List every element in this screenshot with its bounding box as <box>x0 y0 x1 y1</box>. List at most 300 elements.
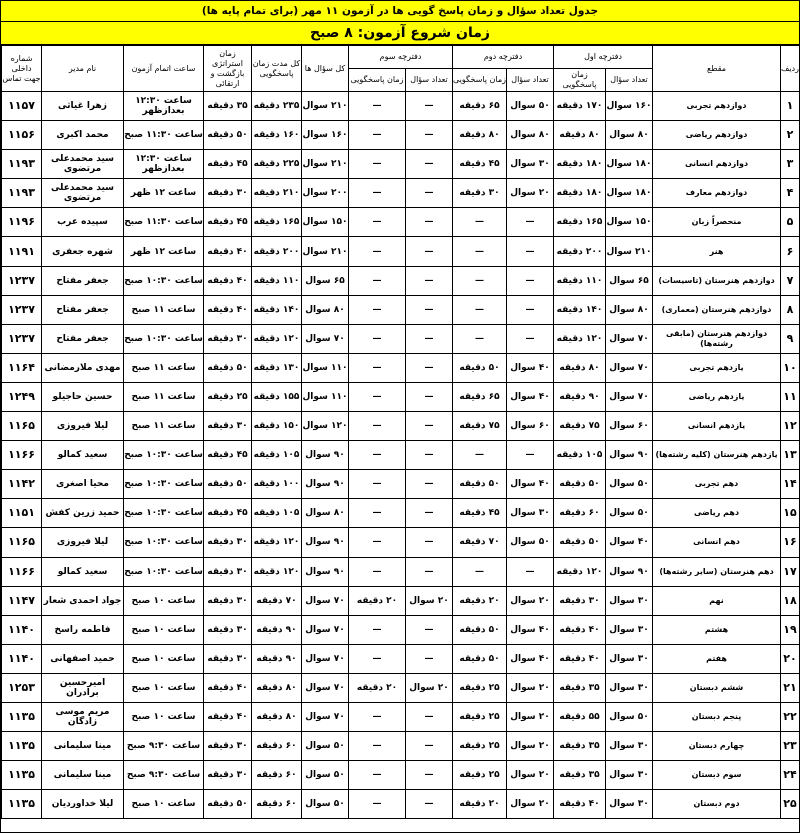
row-b2-count: — <box>507 295 554 324</box>
row-b1-time: ۸۰ دقیقه <box>554 353 606 382</box>
row-number: ۱۷ <box>781 557 800 586</box>
table-row <box>2 586 800 615</box>
row-number: ۱ <box>781 92 800 121</box>
row-total-time: ۱۴۰ دقیقه <box>252 295 302 324</box>
row-b3-count: — <box>406 92 453 121</box>
row-manager: سعید کمالو <box>42 557 124 586</box>
row-total-q: ۲۱۰ سوال <box>302 237 349 266</box>
table-row <box>2 150 800 179</box>
header-row-no: ردیف <box>781 46 800 92</box>
row-b3-count: — <box>406 557 453 586</box>
row-internal-no: ۱۱۹۳ <box>2 179 42 208</box>
row-b2-count: ۴۰ سوال <box>507 644 554 673</box>
row-b2-time: ۲۰ دقیقه <box>453 586 507 615</box>
row-end-time: ساعت ۱۰:۳۰ صبح <box>124 470 204 499</box>
row-b1-count: ۹۰ سوال <box>606 557 653 586</box>
row-total-time: ۱۲۰ دقیقه <box>252 557 302 586</box>
table-row <box>2 324 800 353</box>
header-internal-no: شماره داخلی جهت تماس <box>2 46 42 92</box>
row-total-time: ۸۰ دقیقه <box>252 673 302 702</box>
row-grade: دوازدهم هنرستان (تاسیسات) <box>653 266 781 295</box>
row-manager: امیرحسین برادران <box>42 673 124 702</box>
row-total-time: ۱۶۰ دقیقه <box>252 121 302 150</box>
row-internal-no: ۱۱۵۷ <box>2 92 42 121</box>
row-b1-count: ۵۰ سوال <box>606 499 653 528</box>
row-strategy-time: ۳۰ دقیقه <box>204 528 252 557</box>
row-b2-time: — <box>453 557 507 586</box>
row-end-time: ساعت ۱۱:۳۰ صبح <box>124 208 204 237</box>
row-b3-time: — <box>349 92 406 121</box>
row-total-q: ۵۰ سوال <box>302 761 349 790</box>
header-end-time: ساعت اتمام آزمون <box>124 46 204 92</box>
row-end-time: ساعت ۱۰:۳۰ صبح <box>124 528 204 557</box>
row-strategy-time: ۴۵ دقیقه <box>204 208 252 237</box>
header-grade: مقطع <box>653 46 781 92</box>
row-b3-time: — <box>349 790 406 819</box>
row-total-q: ۷۰ سوال <box>302 702 349 731</box>
row-b1-count: ۸۰ سوال <box>606 295 653 324</box>
row-total-q: ۹۰ سوال <box>302 528 349 557</box>
table-row <box>2 615 800 644</box>
row-number: ۷ <box>781 266 800 295</box>
row-b2-time: ۳۰ دقیقه <box>453 179 507 208</box>
row-internal-no: ۱۱۶۵ <box>2 528 42 557</box>
row-internal-no: ۱۲۳۷ <box>2 295 42 324</box>
row-end-time: ساعت ۱۲:۳۰ بعدازظهر <box>124 92 204 121</box>
row-b2-count: — <box>507 208 554 237</box>
table-title: جدول تعداد سؤال و زمان پاسخ گویی ها در آزمون ۱۱ مهر (برای تمام پایه ها) <box>1 1 799 22</box>
row-total-q: ۹۰ سوال <box>302 557 349 586</box>
row-total-time: ۶۰ دقیقه <box>252 761 302 790</box>
row-b2-time: ۵۰ دقیقه <box>453 615 507 644</box>
table-row <box>2 732 800 761</box>
row-b3-count: — <box>406 295 453 324</box>
row-b1-time: ۵۵ دقیقه <box>554 702 606 731</box>
row-end-time: ساعت ۱۰ صبح <box>124 615 204 644</box>
row-total-q: ۵۰ سوال <box>302 790 349 819</box>
row-b1-time: ۴۰ دقیقه <box>554 644 606 673</box>
row-grade: هنر <box>653 237 781 266</box>
row-b1-count: ۷۰ سوال <box>606 324 653 353</box>
row-total-time: ۱۰۵ دقیقه <box>252 441 302 470</box>
row-strategy-time: ۳۰ دقیقه <box>204 412 252 441</box>
row-number: ۲ <box>781 121 800 150</box>
row-b3-time: — <box>349 528 406 557</box>
row-total-q: ۷۰ سوال <box>302 673 349 702</box>
row-strategy-time: ۳۵ دقیقه <box>204 92 252 121</box>
row-b1-count: ۳۰ سوال <box>606 732 653 761</box>
table-row <box>2 121 800 150</box>
header-booklet2: دفترچه دوم <box>453 46 554 69</box>
row-b1-time: ۳۵ دقیقه <box>554 732 606 761</box>
table-row <box>2 761 800 790</box>
row-b3-time: — <box>349 121 406 150</box>
row-b3-time: — <box>349 644 406 673</box>
row-total-time: ۱۵۰ دقیقه <box>252 412 302 441</box>
table-row <box>2 673 800 702</box>
row-strategy-time: ۴۰ دقیقه <box>204 295 252 324</box>
row-grade: دوازدهم معارف <box>653 179 781 208</box>
row-number: ۲۲ <box>781 702 800 731</box>
row-end-time: ساعت ۱۱ صبح <box>124 353 204 382</box>
row-strategy-time: ۳۰ دقیقه <box>204 586 252 615</box>
row-strategy-time: ۳۰ دقیقه <box>204 644 252 673</box>
row-total-q: ۸۰ سوال <box>302 295 349 324</box>
row-b1-count: ۱۸۰ سوال <box>606 179 653 208</box>
row-b3-count: — <box>406 208 453 237</box>
row-b1-count: ۱۶۰ سوال <box>606 92 653 121</box>
row-number: ۲۱ <box>781 673 800 702</box>
row-total-time: ۶۰ دقیقه <box>252 790 302 819</box>
row-total-q: ۱۱۰ سوال <box>302 353 349 382</box>
row-b3-count: — <box>406 150 453 179</box>
row-b2-count: ۴۰ سوال <box>507 470 554 499</box>
table-row <box>2 353 800 382</box>
row-end-time: ساعت ۱۲ ظهر <box>124 237 204 266</box>
row-number: ۱۳ <box>781 441 800 470</box>
row-b2-time: ۵۰ دقیقه <box>453 470 507 499</box>
row-grade: دوازدهم انسانی <box>653 150 781 179</box>
row-b2-time: ۲۵ دقیقه <box>453 761 507 790</box>
row-manager: سعید کمالو <box>42 441 124 470</box>
row-total-time: ۲۰۰ دقیقه <box>252 237 302 266</box>
row-b1-count: ۳۰ سوال <box>606 790 653 819</box>
row-internal-no: ۱۱۳۵ <box>2 702 42 731</box>
row-number: ۸ <box>781 295 800 324</box>
row-b1-time: ۵۰ دقیقه <box>554 470 606 499</box>
row-b3-count: — <box>406 237 453 266</box>
row-b3-time: — <box>349 237 406 266</box>
row-b2-count: ۲۰ سوال <box>507 673 554 702</box>
row-number: ۵ <box>781 208 800 237</box>
row-b2-time: ۷۰ دقیقه <box>453 528 507 557</box>
row-b3-time: — <box>349 382 406 411</box>
row-strategy-time: ۴۰ دقیقه <box>204 673 252 702</box>
row-internal-no: ۱۱۶۴ <box>2 353 42 382</box>
row-manager: جعفر مفتاح <box>42 266 124 295</box>
row-b1-count: ۱۵۰ سوال <box>606 208 653 237</box>
row-total-q: ۹۰ سوال <box>302 470 349 499</box>
header-b3-count: تعداد سؤال <box>406 69 453 92</box>
row-b1-count: ۸۰ سوال <box>606 121 653 150</box>
row-b3-time: — <box>349 557 406 586</box>
row-b1-time: ۴۰ دقیقه <box>554 615 606 644</box>
row-total-time: ۷۰ دقیقه <box>252 586 302 615</box>
table-row <box>2 528 800 557</box>
table-row <box>2 499 800 528</box>
row-b2-time: ۴۵ دقیقه <box>453 499 507 528</box>
row-b3-count: ۲۰ سوال <box>406 673 453 702</box>
row-grade: سوم دبستان <box>653 761 781 790</box>
row-end-time: ساعت ۱۰:۳۰ صبح <box>124 324 204 353</box>
row-strategy-time: ۴۰ دقیقه <box>204 237 252 266</box>
row-b2-count: ۵۰ سوال <box>507 528 554 557</box>
row-b3-count: — <box>406 266 453 295</box>
row-manager: جواد احمدی شعار <box>42 586 124 615</box>
row-internal-no: ۱۱۹۱ <box>2 237 42 266</box>
row-b2-time: — <box>453 324 507 353</box>
row-manager: مینا سلیمانی <box>42 761 124 790</box>
row-number: ۲۵ <box>781 790 800 819</box>
row-end-time: ساعت ۱۰ صبح <box>124 586 204 615</box>
row-number: ۱۸ <box>781 586 800 615</box>
row-b1-count: ۳۰ سوال <box>606 615 653 644</box>
row-number: ۲۴ <box>781 761 800 790</box>
row-grade: دوازدهم هنرستان (مابقی رشته‌ها) <box>653 324 781 353</box>
table-row <box>2 237 800 266</box>
table-row <box>2 208 800 237</box>
row-internal-no: ۱۱۹۶ <box>2 208 42 237</box>
row-number: ۱۲ <box>781 412 800 441</box>
table-row <box>2 412 800 441</box>
row-b3-time: — <box>349 470 406 499</box>
row-number: ۱۹ <box>781 615 800 644</box>
row-b3-count: — <box>406 761 453 790</box>
row-b3-time: — <box>349 441 406 470</box>
row-b3-count: — <box>406 441 453 470</box>
header-total-q: کل سؤال ها <box>302 46 349 92</box>
row-strategy-time: ۴۵ دقیقه <box>204 499 252 528</box>
row-total-q: ۱۵۰ سوال <box>302 208 349 237</box>
header-b3-time: زمان پاسخگویی <box>349 69 406 92</box>
row-end-time: ساعت ۹:۳۰ صبح <box>124 732 204 761</box>
row-b3-time: — <box>349 499 406 528</box>
row-grade: هشتم <box>653 615 781 644</box>
row-strategy-time: ۳۰ دقیقه <box>204 179 252 208</box>
table-body <box>2 92 800 819</box>
row-total-time: ۹۰ دقیقه <box>252 644 302 673</box>
row-end-time: ساعت ۱۱ صبح <box>124 412 204 441</box>
row-end-time: ساعت ۱۲ ظهر <box>124 179 204 208</box>
row-b1-count: ۲۱۰ سوال <box>606 237 653 266</box>
row-internal-no: ۱۱۶۵ <box>2 412 42 441</box>
row-b1-count: ۳۰ سوال <box>606 673 653 702</box>
row-manager: حمید زرین کفش <box>42 499 124 528</box>
row-total-q: ۵۰ سوال <box>302 732 349 761</box>
row-manager: لیلا فیروزی <box>42 412 124 441</box>
row-strategy-time: ۳۰ دقیقه <box>204 615 252 644</box>
row-grade: دوازدهم ریاضی <box>653 121 781 150</box>
table-row <box>2 441 800 470</box>
row-b1-count: ۱۸۰ سوال <box>606 150 653 179</box>
row-b3-count: — <box>406 702 453 731</box>
row-total-time: ۹۰ دقیقه <box>252 615 302 644</box>
row-number: ۱۴ <box>781 470 800 499</box>
table-row <box>2 92 800 121</box>
row-end-time: ساعت ۱۰ صبح <box>124 702 204 731</box>
row-strategy-time: ۳۰ دقیقه <box>204 732 252 761</box>
table-row <box>2 295 800 324</box>
row-total-time: ۱۱۰ دقیقه <box>252 266 302 295</box>
row-internal-no: ۱۱۴۰ <box>2 644 42 673</box>
row-grade: دوازدهم تجربی <box>653 92 781 121</box>
row-internal-no: ۱۲۳۷ <box>2 324 42 353</box>
row-end-time: ساعت ۱۲:۳۰ بعدازظهر <box>124 150 204 179</box>
row-b3-time: — <box>349 208 406 237</box>
row-manager: حسین حاجیلو <box>42 382 124 411</box>
row-b2-time: ۷۵ دقیقه <box>453 412 507 441</box>
row-b1-time: ۴۰ دقیقه <box>554 790 606 819</box>
row-grade: چهارم دبستان <box>653 732 781 761</box>
row-strategy-time: ۴۵ دقیقه <box>204 441 252 470</box>
row-b2-time: ۲۵ دقیقه <box>453 673 507 702</box>
row-number: ۱۱ <box>781 382 800 411</box>
row-end-time: ساعت ۱۰:۳۰ صبح <box>124 266 204 295</box>
row-b1-count: ۵۰ سوال <box>606 470 653 499</box>
row-total-time: ۱۲۰ دقیقه <box>252 324 302 353</box>
exam-schedule-table <box>1 45 800 819</box>
row-grade: هفتم <box>653 644 781 673</box>
row-total-time: ۶۰ دقیقه <box>252 732 302 761</box>
row-grade: ششم دبستان <box>653 673 781 702</box>
header-total-time: کل مدت زمان پاسخگویی <box>252 46 302 92</box>
row-manager: محمد اکبری <box>42 121 124 150</box>
table-row <box>2 266 800 295</box>
row-b1-count: ۴۰ سوال <box>606 528 653 557</box>
row-b2-count: ۲۰ سوال <box>507 586 554 615</box>
row-end-time: ساعت ۱۰:۳۰ صبح <box>124 441 204 470</box>
row-b1-time: ۱۲۰ دقیقه <box>554 324 606 353</box>
row-b1-count: ۳۰ سوال <box>606 644 653 673</box>
row-end-time: ساعت ۱۰ صبح <box>124 644 204 673</box>
row-end-time: ساعت ۱۱ صبح <box>124 295 204 324</box>
row-b3-time: ۲۰ دقیقه <box>349 586 406 615</box>
row-grade: دهم انسانی <box>653 528 781 557</box>
row-b1-time: ۵۰ دقیقه <box>554 528 606 557</box>
row-internal-no: ۱۱۶۶ <box>2 441 42 470</box>
row-b3-time: — <box>349 324 406 353</box>
row-b1-time: ۱۲۰ دقیقه <box>554 557 606 586</box>
row-b3-count: — <box>406 615 453 644</box>
row-total-q: ۱۲۰ سوال <box>302 412 349 441</box>
row-grade: دوازدهم هنرستان (معماری) <box>653 295 781 324</box>
header-b1-time: زمان پاسخگویی <box>554 69 606 92</box>
row-b2-time: ۲۵ دقیقه <box>453 702 507 731</box>
row-internal-no: ۱۱۳۵ <box>2 732 42 761</box>
row-b2-time: ۶۵ دقیقه <box>453 382 507 411</box>
row-grade: پنجم دبستان <box>653 702 781 731</box>
row-manager: مینا سلیمانی <box>42 732 124 761</box>
row-b3-count: — <box>406 499 453 528</box>
row-b2-count: ۳۰ سوال <box>507 150 554 179</box>
row-end-time: ساعت ۱۱:۳۰ صبح <box>124 121 204 150</box>
row-b2-count: ۲۰ سوال <box>507 790 554 819</box>
row-b1-count: ۳۰ سوال <box>606 761 653 790</box>
row-b2-count: — <box>507 324 554 353</box>
row-b3-count: — <box>406 382 453 411</box>
row-b2-time: ۲۰ دقیقه <box>453 790 507 819</box>
row-b2-count: ۸۰ سوال <box>507 121 554 150</box>
row-number: ۳ <box>781 150 800 179</box>
row-total-q: ۱۶۰ سوال <box>302 121 349 150</box>
header-b1-count: تعداد سؤال <box>606 69 653 92</box>
row-total-time: ۱۳۰ دقیقه <box>252 353 302 382</box>
row-manager: جعفر مفتاح <box>42 324 124 353</box>
row-grade: یازدهم هنرستان (کلیه رشته‌ها) <box>653 441 781 470</box>
row-b3-count: — <box>406 353 453 382</box>
row-b3-time: — <box>349 412 406 441</box>
row-manager: لیلا فیروزی <box>42 528 124 557</box>
header-booklet1: دفترچه اول <box>554 46 653 69</box>
row-b1-time: ۱۱۰ دقیقه <box>554 266 606 295</box>
row-number: ۲۰ <box>781 644 800 673</box>
row-b2-count: ۴۰ سوال <box>507 353 554 382</box>
row-b2-time: ۴۵ دقیقه <box>453 150 507 179</box>
row-b1-count: ۳۰ سوال <box>606 586 653 615</box>
row-total-time: ۲۱۰ دقیقه <box>252 179 302 208</box>
header-booklet3: دفترچه سوم <box>349 46 453 69</box>
header-b2-count: تعداد سؤال <box>507 69 554 92</box>
row-b1-time: ۱۷۰ دقیقه <box>554 92 606 121</box>
row-b2-time: — <box>453 237 507 266</box>
row-b1-time: ۳۵ دقیقه <box>554 673 606 702</box>
row-internal-no: ۱۱۹۳ <box>2 150 42 179</box>
header-b2-time: زمان پاسخگویی <box>453 69 507 92</box>
row-b2-count: ۵۰ سوال <box>507 92 554 121</box>
row-end-time: ساعت ۹:۳۰ صبح <box>124 761 204 790</box>
row-number: ۱۵ <box>781 499 800 528</box>
row-b1-count: ۶۰ سوال <box>606 412 653 441</box>
table-row <box>2 557 800 586</box>
row-grade: نهم <box>653 586 781 615</box>
row-total-time: ۲۲۵ دقیقه <box>252 150 302 179</box>
row-b3-time: — <box>349 353 406 382</box>
row-b2-count: — <box>507 237 554 266</box>
row-b3-count: — <box>406 470 453 499</box>
row-b1-time: ۸۰ دقیقه <box>554 121 606 150</box>
row-total-time: ۱۶۵ دقیقه <box>252 208 302 237</box>
row-b3-count: — <box>406 412 453 441</box>
row-strategy-time: ۵۰ دقیقه <box>204 353 252 382</box>
table-row <box>2 790 800 819</box>
row-total-time: ۱۲۰ دقیقه <box>252 528 302 557</box>
row-total-time: ۱۵۵ دقیقه <box>252 382 302 411</box>
row-b1-time: ۲۰۰ دقیقه <box>554 237 606 266</box>
row-b3-time: — <box>349 761 406 790</box>
row-strategy-time: ۴۰ دقیقه <box>204 702 252 731</box>
header-strategy-time: زمان استراتژی بازگشت و ارتقائی <box>204 46 252 92</box>
row-b3-time: — <box>349 179 406 208</box>
row-end-time: ساعت ۱۰:۳۰ صبح <box>124 557 204 586</box>
row-b1-count: ۹۰ سوال <box>606 441 653 470</box>
row-grade: یازدهم ریاضی <box>653 382 781 411</box>
row-b3-count: — <box>406 179 453 208</box>
row-b3-count: ۲۰ سوال <box>406 586 453 615</box>
row-manager: مهدی ملارمضانی <box>42 353 124 382</box>
start-time-banner: زمان شروع آزمون: ۸ صبح <box>1 22 799 45</box>
row-b3-count: — <box>406 528 453 557</box>
row-strategy-time: ۵۰ دقیقه <box>204 470 252 499</box>
table-row <box>2 382 800 411</box>
row-total-time: ۲۳۵ دقیقه <box>252 92 302 121</box>
row-b2-time: ۸۰ دقیقه <box>453 121 507 150</box>
row-total-q: ۶۵ سوال <box>302 266 349 295</box>
row-grade: منحصراً زبان <box>653 208 781 237</box>
row-b1-time: ۷۵ دقیقه <box>554 412 606 441</box>
row-strategy-time: ۴۵ دقیقه <box>204 150 252 179</box>
row-b2-count: ۲۰ سوال <box>507 732 554 761</box>
row-b3-count: — <box>406 121 453 150</box>
row-number: ۹ <box>781 324 800 353</box>
row-b2-time: — <box>453 266 507 295</box>
row-grade: دهم تجربی <box>653 470 781 499</box>
row-b3-time: — <box>349 615 406 644</box>
row-b3-time: ۲۰ دقیقه <box>349 673 406 702</box>
row-internal-no: ۱۱۴۷ <box>2 586 42 615</box>
row-internal-no: ۱۱۶۶ <box>2 557 42 586</box>
row-manager: سپیده عرب <box>42 208 124 237</box>
row-internal-no: ۱۱۳۵ <box>2 761 42 790</box>
